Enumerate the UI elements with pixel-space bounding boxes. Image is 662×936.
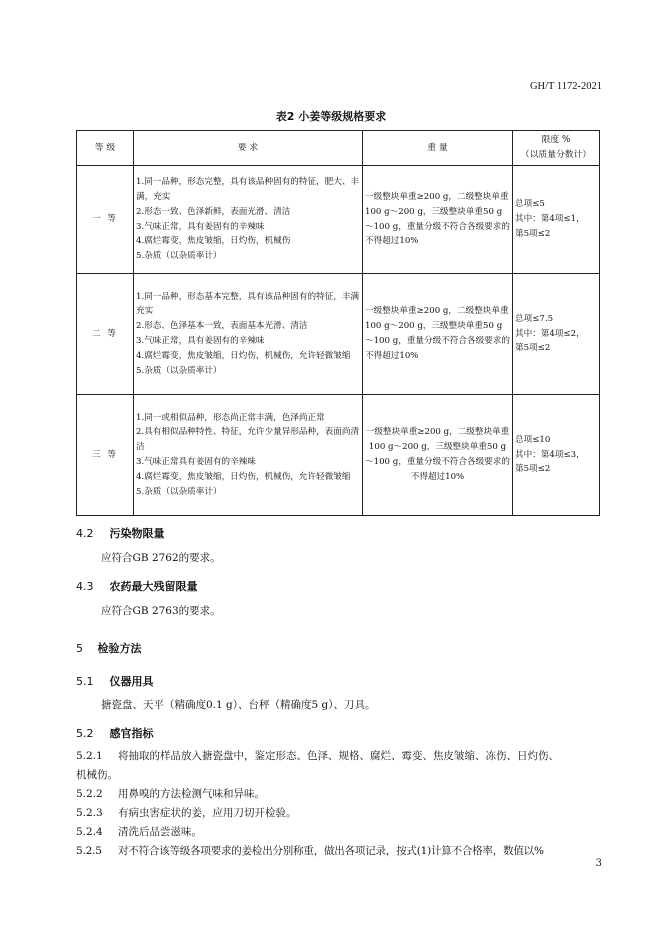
- requirement-cell: [134, 166, 363, 274]
- clause-number: 5.2.2: [76, 788, 103, 800]
- weight-cell: 一级整块单重≥200 g，二级整块单重100 g～200 g，三级整块单重50 g～100 g，重量分级不符合各级要求的不得超过10%: [363, 166, 513, 274]
- page-number: 3: [595, 858, 602, 869]
- grade-cell: 二 等: [77, 274, 134, 395]
- section-4-3-text: 应符合GB 2763的要求。: [101, 605, 221, 617]
- limit-item: 总项≤10: [515, 434, 551, 445]
- section-5-1-heading: [76, 673, 154, 689]
- requirement-item: 1.同一品种，形态基本完整，具有该品种固有的特征，丰满充实: [136, 291, 360, 317]
- header-requirement: 要 求: [134, 131, 363, 166]
- section-number: 5.2: [76, 727, 94, 740]
- requirement-item: 3.气味正常具有姜固有的辛辣味: [136, 457, 256, 467]
- clause-number: 5.2.1: [76, 750, 103, 762]
- table-row: [77, 395, 600, 516]
- table-header-row: [77, 131, 600, 166]
- header-limit-line2: （以质量分数计）: [520, 150, 592, 160]
- header-grade: 等 级: [77, 131, 134, 166]
- section-4-3-heading: [76, 578, 198, 594]
- section-title: 农药最大残留限量: [109, 580, 198, 593]
- limit-cell: [513, 395, 600, 516]
- requirement-cell: [134, 395, 363, 516]
- section-5-2-1: [76, 747, 606, 766]
- table-row: [77, 274, 600, 395]
- table-row: [77, 166, 600, 274]
- clause-text: 将抽取的样品放入搪瓷盘中，鉴定形态、色泽、规格、腐烂、霉变、焦皮皱缩、冻伤、日灼伤、: [118, 750, 559, 762]
- section-4-2-heading: [76, 525, 165, 541]
- requirement-item: 1.同一或相似品种，形态尚正常丰满，色泽尚正常: [136, 412, 325, 423]
- section-5-2-2: [76, 785, 265, 804]
- requirement-item: 2.形态一致、色泽新鲜，表面光滑、清洁: [136, 206, 291, 217]
- section-number: 5: [76, 642, 83, 655]
- header-weight: 重 量: [363, 131, 513, 166]
- section-title: 感官指标: [109, 727, 154, 740]
- limit-item: 其中：第4项≤2，: [515, 328, 585, 339]
- requirement-item: 2.具有相似品种特性、特征，允许少量异形品种，表面尚清洁: [136, 427, 360, 453]
- section-title: 仪器用具: [109, 675, 154, 688]
- limit-item: 其中：第4项≤1，: [515, 214, 585, 225]
- section-5-2-5: [76, 842, 606, 861]
- clause-number: 5.2.5: [76, 845, 102, 857]
- limit-item: 第5项≤2: [515, 228, 551, 239]
- limit-item: 其中：第4项≤3，: [515, 449, 585, 460]
- section-5-1-text: 搪瓷盘、天平（精确度0.1 g）、台秤（精确度5 g）、刀具。: [101, 699, 376, 711]
- grade-cell: 三 等: [77, 395, 134, 516]
- section-4-2-text: 应符合GB 2762的要求。: [101, 552, 221, 564]
- limit-item: 第5项≤2: [515, 343, 551, 354]
- table-title: 表2 小姜等级规格要求: [275, 110, 387, 123]
- requirement-item: 1.同一品种，形态完整，具有该品种固有的特征，肥大、丰满，充实: [136, 177, 360, 202]
- grade-spec-table: [76, 130, 600, 516]
- requirement-item: 4.腐烂霉变，焦皮皱缩，日灼伤，机械伤: [136, 236, 291, 247]
- clause-text: 有病虫害症状的姜，应用刀切开检验。: [118, 807, 297, 819]
- clause-text: 用鼻嗅的方法检测气味和异味。: [118, 788, 265, 800]
- header-limit-line1: 限度 %: [541, 135, 571, 145]
- requirement-item: 4.腐烂霉变，焦皮皱缩，日灼伤，机械伤，允许轻微皱缩: [136, 350, 351, 361]
- requirement-item: 5.杂质（以杂质率计）: [136, 365, 222, 376]
- requirement-item: 3.气味正常，具有姜固有的辛辣味: [136, 336, 265, 346]
- clause-text: 清洗后品尝滋味。: [118, 826, 202, 838]
- weight-cell: 一级整块单重≥200 g，二级整块单重100 g～200 g，三级整块单重50 g～100 g，重量分级不符合各级要求的不得超过10%: [363, 395, 513, 516]
- limit-cell: [513, 274, 600, 395]
- requirement-item: 5.杂质（以杂质率计）: [136, 486, 222, 497]
- section-5-2-3: [76, 804, 297, 823]
- standard-number: GH/T 1172-2021: [529, 81, 602, 92]
- section-5-2-1-cont: 机械伤。: [76, 769, 118, 781]
- limit-item: 总项≤5: [515, 199, 545, 210]
- requirement-item: 5.杂质（以杂质率计）: [136, 251, 222, 262]
- section-title: 检验方法: [97, 642, 142, 655]
- clause-number: 5.2.4: [76, 826, 103, 838]
- grade-cell: 一 等: [77, 166, 134, 274]
- section-5-2-heading: [76, 725, 154, 741]
- requirement-item: 3.气味正常，具有姜固有的辛辣味: [136, 221, 265, 232]
- requirement-cell: [134, 274, 363, 395]
- clause-number: 5.2.3: [76, 807, 103, 819]
- weight-cell: 一级整块单重≥200 g，二级整块单重100 g～200 g，三级整块单重50 g～100 g，重量分级不符合各级要求的不得超过10%: [363, 274, 513, 395]
- requirement-item: 2.形态、色泽基本一致，表面基本光滑、清洁: [136, 321, 308, 332]
- limit-item: 第5项≤2: [515, 464, 551, 475]
- clause-text: 对不符合该等级各项要求的姜检出分别称重，做出各项记录，按式(1)计算不合格率，数值以%: [118, 845, 544, 857]
- section-number: 4.2: [76, 527, 94, 540]
- section-number: 4.3: [76, 580, 94, 593]
- section-title: 污染物限量: [109, 527, 165, 540]
- limit-cell: [513, 166, 600, 274]
- requirement-item: 4.腐烂霉变，焦皮皱缩，日灼伤，机械伤，允许轻微皱缩: [136, 471, 351, 482]
- section-5-heading: [76, 640, 142, 656]
- header-limit: [513, 131, 600, 166]
- section-5-2-4: [76, 823, 202, 842]
- limit-item: 总项≤7.5: [515, 313, 554, 324]
- section-number: 5.1: [76, 675, 94, 688]
